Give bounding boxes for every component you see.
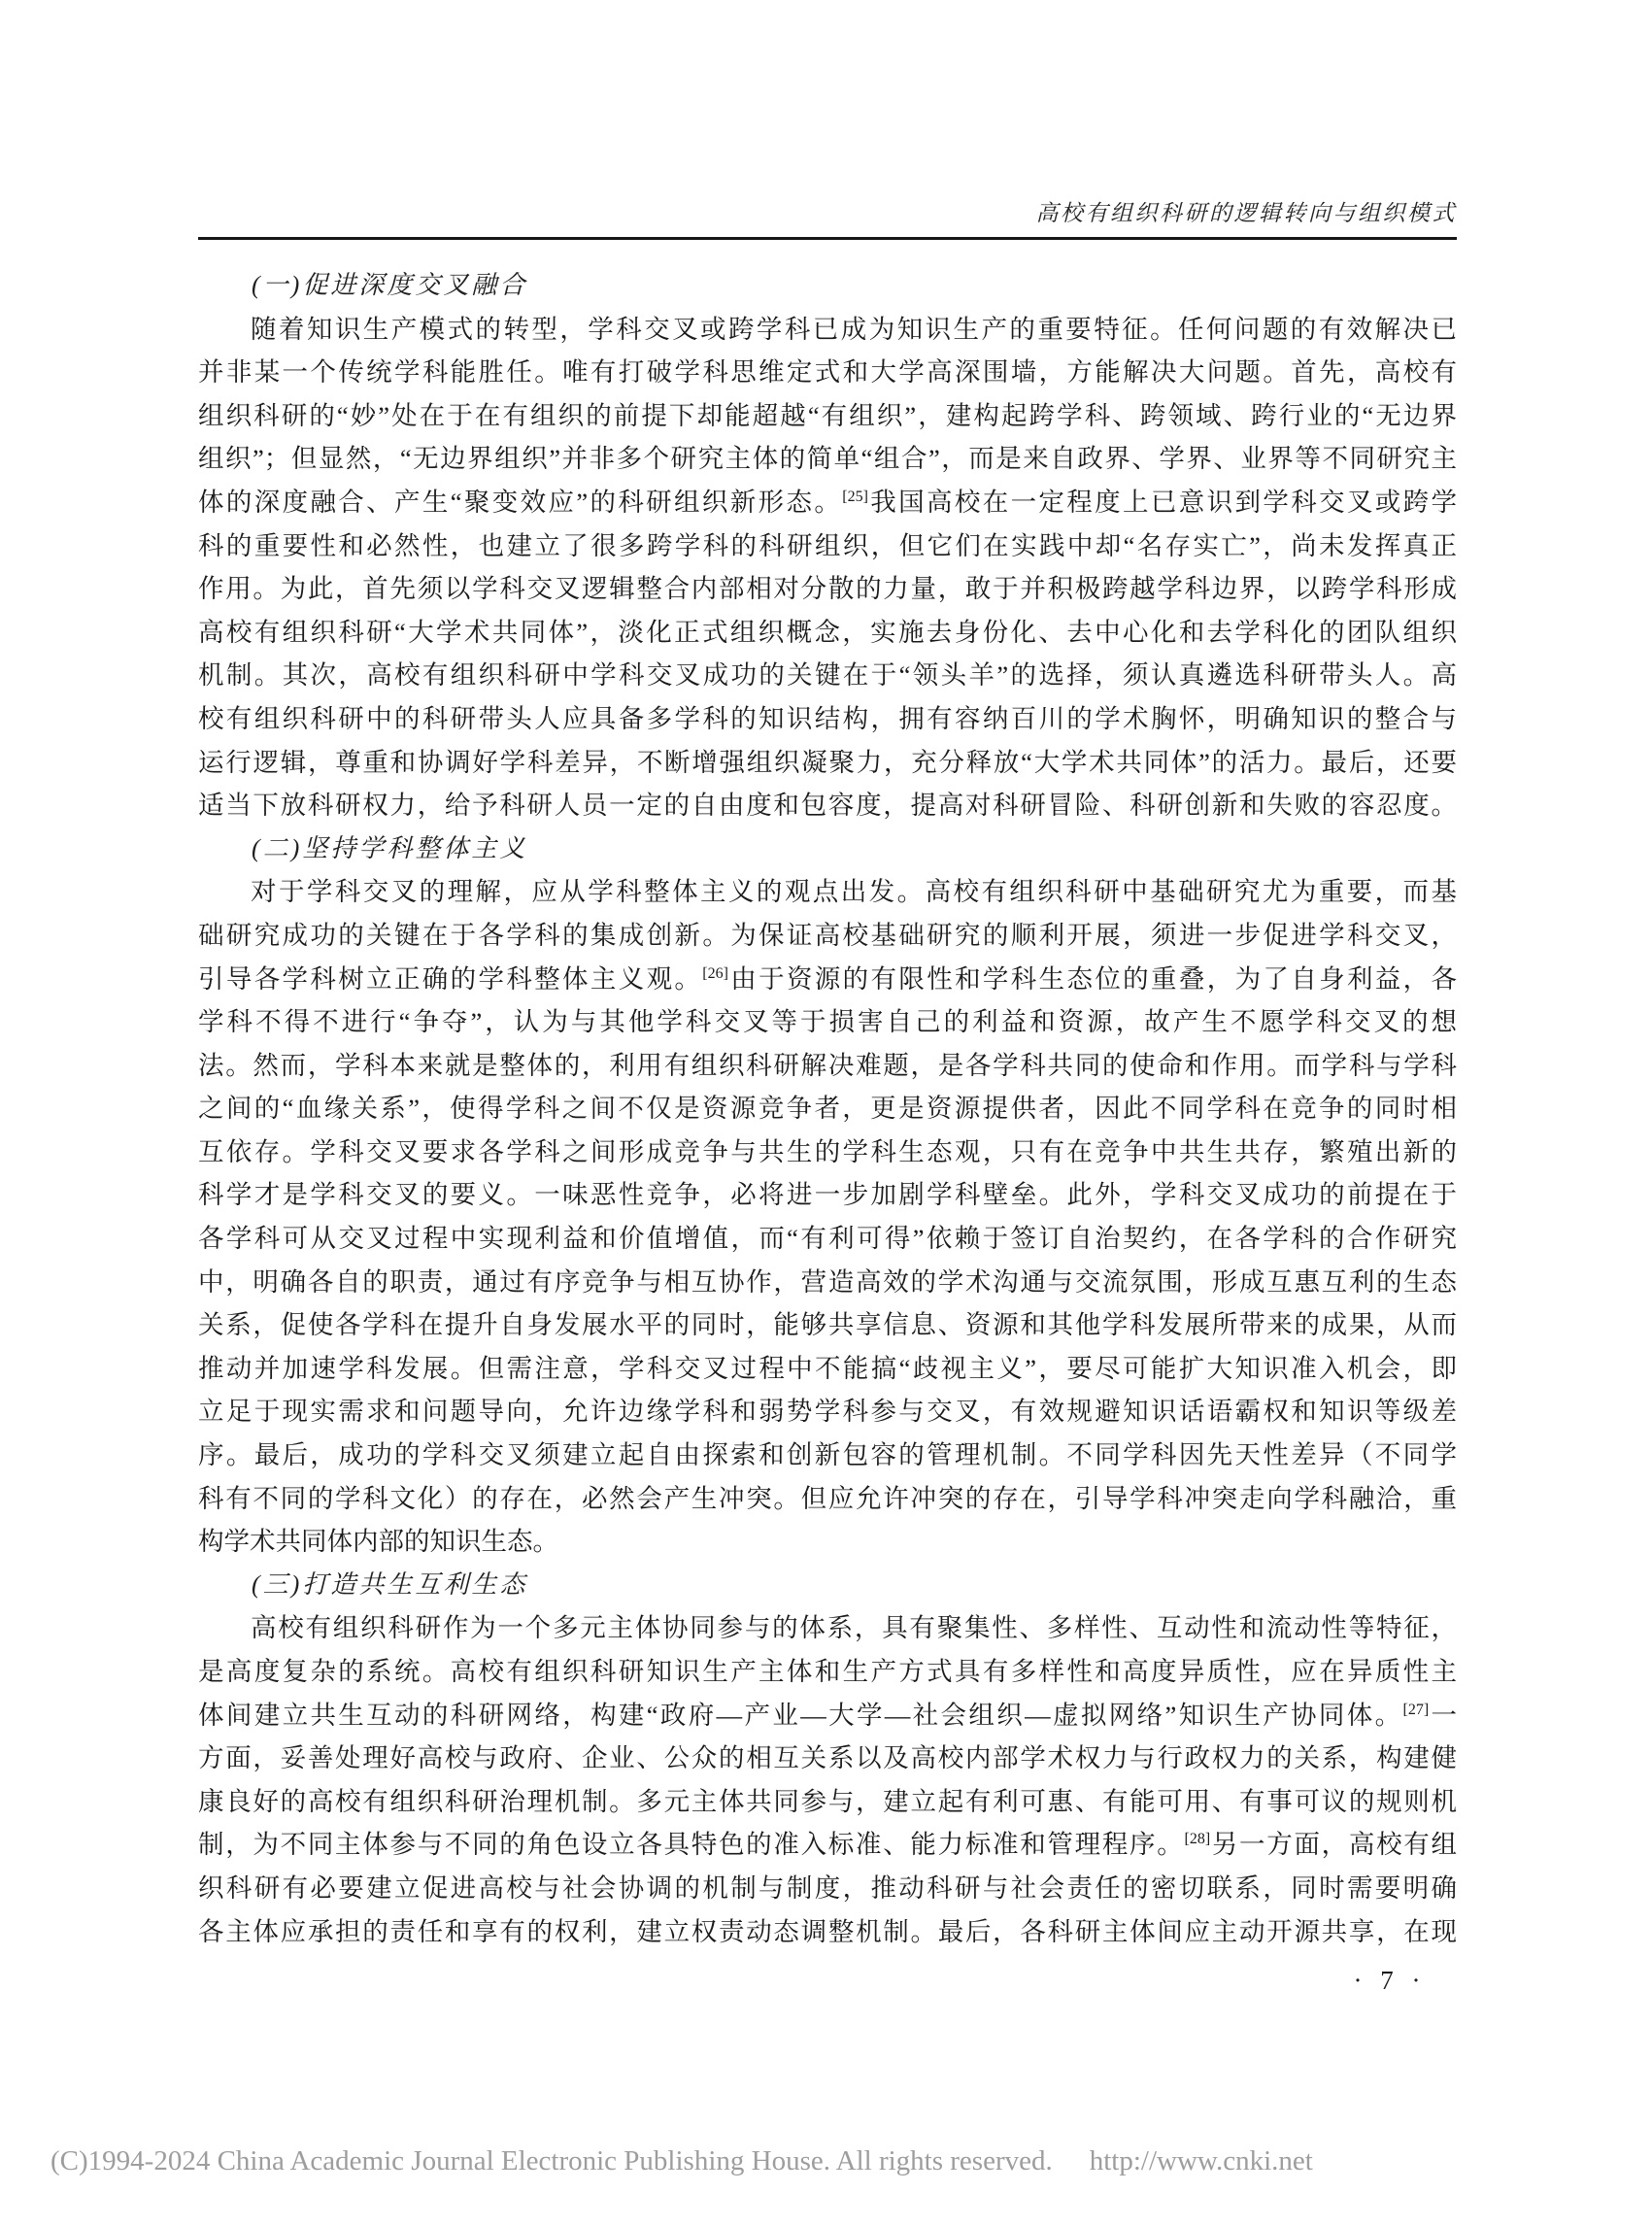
text-line: 体间建立共生互动的科研网络，构建“政府—产业—大学—社会组织—虚拟网络”知识生产协同体。[27]一 (198, 1700, 1457, 1730)
text-line: 织科研有必要建立促进高校与社会协调的机制与制度，推动科研与社会责任的密切联系，同时需要明确 (198, 1872, 1457, 1903)
text-line: 运行逻辑，尊重和协调好学科差异，不断增强组织凝聚力，充分释放“大学术共同体”的活力。最后，还要 (198, 747, 1457, 777)
citation-ref: [28] (1184, 1831, 1211, 1848)
text-line: 推动并加速学科发展。但需注意，学科交叉过程中不能搞“歧视主义”，要尽可能扩大知识准入机会，即 (198, 1353, 1457, 1383)
text-line: 作用。为此，首先须以学科交叉逻辑整合内部相对分散的力量，敢于并积极跨越学科边界，以跨学科形成 (198, 574, 1457, 604)
text-line: 之间的“血缘关系”，使得学科之间不仅是资源竞争者，更是资源提供者，因此不同学科在竞争的同时相 (198, 1094, 1457, 1124)
text-line: 互依存。学科交叉要求各学科之间形成竞争与共生的学科生态观，只有在竞争中共生共存，繁殖出新的 (198, 1136, 1457, 1166)
text-line: 适当下放科研权力，给予科研人员一定的自由度和包容度，提高对科研冒险、科研创新和失败的容忍度。 (198, 791, 1457, 821)
text-line: 制，为不同主体参与不同的角色设立各具特色的准入标准、能力标准和管理程序。[28]另一方面，高校有组 (198, 1830, 1457, 1860)
text-line: 引导各学科树立正确的学科整体主义观。[26]由于资源的有限性和学科生态位的重叠，为了自身利益，各 (198, 963, 1457, 994)
text-line: 各主体应承担的责任和享有的权利，建立权责动态调整机制。最后，各科研主体间应主动开源共享，在现 (198, 1916, 1457, 1946)
footer-url: http://www.cnki.net (1089, 2145, 1313, 2176)
text-line: 高校有组织科研“大学术共同体”，淡化正式组织概念，实施去身份化、去中心化和去学科化的团队组织 (198, 617, 1457, 647)
text-line: 科有不同的学科文化）的存在，必然会产生冲突。但应允许冲突的存在，引导学科冲突走向学科融洽，重 (198, 1483, 1457, 1513)
header-rule (198, 237, 1457, 240)
text-line: 对于学科交叉的理解，应从学科整体主义的观点出发。高校有组织科研中基础研究尤为重要，而基 (251, 877, 1457, 907)
text-line: 并非某一个传统学科能胜任。唯有打破学科思维定式和大学高深围墙，方能解决大问题。首先，高校有 (198, 357, 1457, 388)
text-line: 组织”；但显然，“无边界组织”并非多个研究主体的简单“组合”，而是来自政界、学界、业界等不同研究主 (198, 444, 1457, 474)
running-head-title: 高校有组织科研的逻辑转向与组织模式 (1035, 201, 1457, 225)
text-line: 中，明确各自的职责，通过有序竞争与相互协作，营造高效的学术沟通与交流氛围，形成互惠互利的生态 (198, 1266, 1457, 1297)
text-line: 法。然而，学科本来就是整体的，利用有组织科研解决难题，是各学科共同的使命和作用。而学科与学科 (198, 1050, 1457, 1080)
text-line: 科学才是学科交叉的要义。一味恶性竞争，必将进一步加剧学科壁垒。此外，学科交叉成功的前提在于 (198, 1180, 1457, 1210)
text-line: 校有组织科研中的科研带头人应具备多学科的知识结构，拥有容纳百川的学术胸怀，明确知识的整合与 (198, 703, 1457, 733)
section-heading: (一)促进深度交叉融合 (252, 271, 528, 299)
section-heading: (三)打造共生互利生态 (252, 1569, 528, 1599)
section-heading: (二)坚持学科整体主义 (252, 833, 528, 862)
text-line: 方面，妥善处理好高校与政府、企业、公众的相互关系以及高校内部学术权力与行政权力的关系，构建健 (198, 1743, 1457, 1773)
text-line: 高校有组织科研作为一个多元主体协同参与的体系，具有聚集性、多样性、互动性和流动性等特征， (251, 1613, 1457, 1643)
text-line: 序。最后，成功的学科交叉须建立起自由探索和创新包容的管理机制。不同学科因先天性差异（不同学 (198, 1440, 1457, 1470)
text-line: 体的深度融合、产生“聚变效应”的科研组织新形态。[25]我国高校在一定程度上已意识到学科交叉或跨学 (198, 487, 1457, 517)
footer-copyright: (C)1994-2024 China Academic Journal Electronic Publishing House. All rights reserved. (51, 2145, 1053, 2176)
article-body (198, 264, 1457, 1953)
text-line: 构学术共同体内部的知识生态。 (198, 1527, 558, 1557)
text-line: 组织科研的“妙”处在于在有组织的前提下却能超越“有组织”，建构起跨学科、跨领域、跨行业的“无边界 (198, 400, 1457, 430)
text-line: 础研究成功的关键在于各学科的集成创新。为保证高校基础研究的顺利开展，须进一步促进学科交叉， (198, 920, 1457, 950)
text-line: 立足于现实需求和问题导向，允许边缘学科和弱势学科参与交叉，有效规避知识话语霸权和知识等级差 (198, 1397, 1457, 1427)
footer (51, 2144, 1604, 2177)
text-line: 关系，促使各学科在提升自身发展水平的同时，能够共享信息、资源和其他学科发展所带来的成果，从而 (198, 1310, 1457, 1340)
text-line: 是高度复杂的系统。高校有组织科研知识生产主体和生产方式具有多样性和高度异质性，应在异质性主 (198, 1657, 1457, 1686)
text-line: 机制。其次，高校有组织科研中学科交叉成功的关键在于“领头羊”的选择，须认真遴选科研带头人。高 (198, 660, 1457, 691)
text-line: 学科不得不进行“争夺”，认为与其他学科交叉等于损害自己的利益和资源，故产生不愿学科交叉的想 (198, 1007, 1457, 1037)
citation-ref: [26] (702, 964, 728, 982)
text-line: 各学科可从交叉过程中实现利益和价值增值，而“有利可得”依赖于签订自治契约，在各学科的合作研究 (198, 1224, 1457, 1254)
text-line: 康良好的高校有组织科研治理机制。多元主体共同参与，建立起有利可惠、有能可用、有事可议的规则机 (198, 1786, 1457, 1816)
text-line: 科的重要性和必然性，也建立了很多跨学科的科研组织，但它们在实践中却“名存实亡”，尚未发挥真正 (198, 530, 1457, 560)
page-number: · 7 · (1353, 1966, 1427, 1995)
citation-ref: [25] (842, 488, 868, 505)
citation-ref: [27] (1402, 1701, 1430, 1718)
text-line: 随着知识生产模式的转型，学科交叉或跨学科已成为知识生产的重要特征。任何问题的有效解决已 (251, 314, 1457, 344)
